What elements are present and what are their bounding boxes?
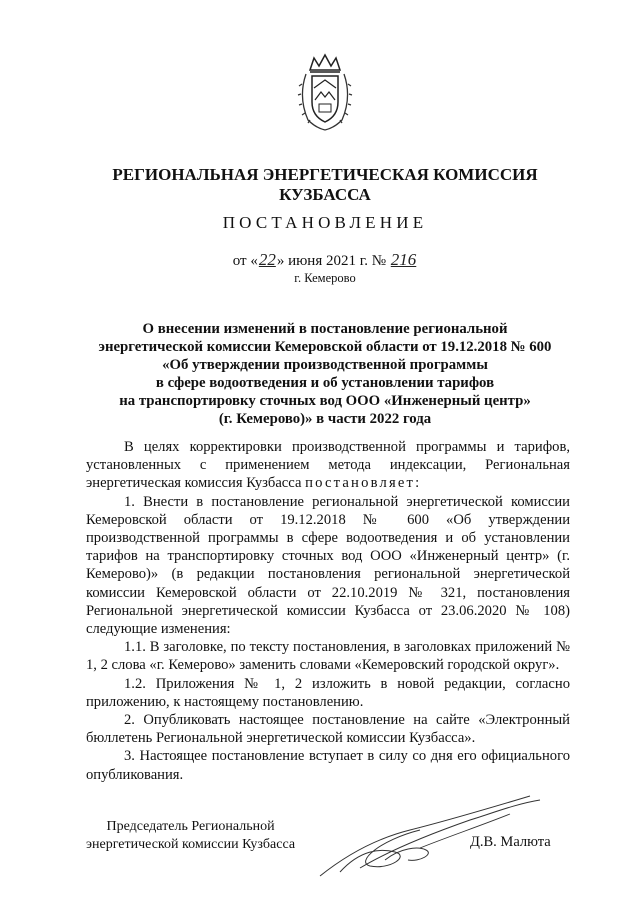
item-3: 3. Настоящее постановление вступает в силу со дня его официального опубликования.	[86, 748, 570, 783]
signatory-name: Д.В. Малюта	[470, 834, 551, 850]
date-line	[60, 250, 590, 270]
subject-line: (г. Кемерово)» в части 2022 года	[218, 411, 432, 427]
item-1: 1. Внести в постановление региональной энергетической комиссии Кемеровской области от 19.12.2018 № 600 «Об утверждении производственной программы в сфере водоотведения и об установлении тарифов на транспортировку сточных вод ООО «Инженерный центр» (г. Кемерово)» (в редакции постановления региональной энергетической комиссии Кемеровской области от 22.10.2019 № 321, постановления Региональной энергетической комиссии Кузбасса от 23.06.2020 № 108) следующие изменения:	[86, 493, 570, 638]
item-2: 2. Опубликовать настоящее постановление на сайте «Электронный бюллетень Региональной энергетической комиссии Кузбасса».	[86, 712, 570, 747]
org-line-1: РЕГИОНАЛЬНАЯ ЭНЕРГЕТИЧЕСКАЯ КОМИССИЯ	[112, 165, 538, 184]
subject-line: в сфере водоотведения и об установлении тарифов	[155, 375, 495, 391]
item-1-2: 1.2. Приложения № 1, 2 изложить в новой редакции, согласно приложению, к настоящему постановлению.	[86, 675, 570, 710]
signatory-title: Председатель Региональной энергетической комиссии Кузбасса	[86, 819, 296, 852]
document-number-handwritten: 216	[390, 250, 417, 269]
subject-line: «Об утверждении производственной программы	[162, 357, 488, 373]
date-middle: » июня 2021 г. №	[276, 253, 387, 269]
org-line-2: КУЗБАССА	[279, 185, 371, 204]
subject-line: на транспортировку сточных вод ООО «Инженерный центр»	[119, 393, 531, 409]
city: г. Кемерово	[294, 271, 356, 285]
document-subject	[80, 320, 570, 428]
intro-paragraph: В целях корректировки производственной программы и тарифов, установленных с применением метода индексации, Региональная энергетическая комиссия Кузбасса постановляет:	[86, 439, 570, 492]
subject-line: О внесении изменений в постановление региональной	[142, 321, 508, 337]
item-1-1: 1.1. В заголовке, по тексту постановления, в заголовках приложений № 1, 2 слова «г. Кемерово» заменить словами «Кемеровский городской округ».	[86, 639, 570, 674]
date-day-handwritten: 22	[258, 250, 276, 269]
date-prefix: от «	[232, 253, 258, 269]
resolves-word: постановляет:	[305, 475, 422, 492]
document-body	[86, 438, 570, 784]
coat-of-arms-emblem	[296, 52, 354, 132]
document-type: ПОСТАНОВЛЕНИЕ	[222, 213, 428, 232]
organization-name	[60, 165, 590, 205]
subject-line: энергетической комиссии Кемеровской области от 19.12.2018 № 600	[98, 339, 552, 355]
